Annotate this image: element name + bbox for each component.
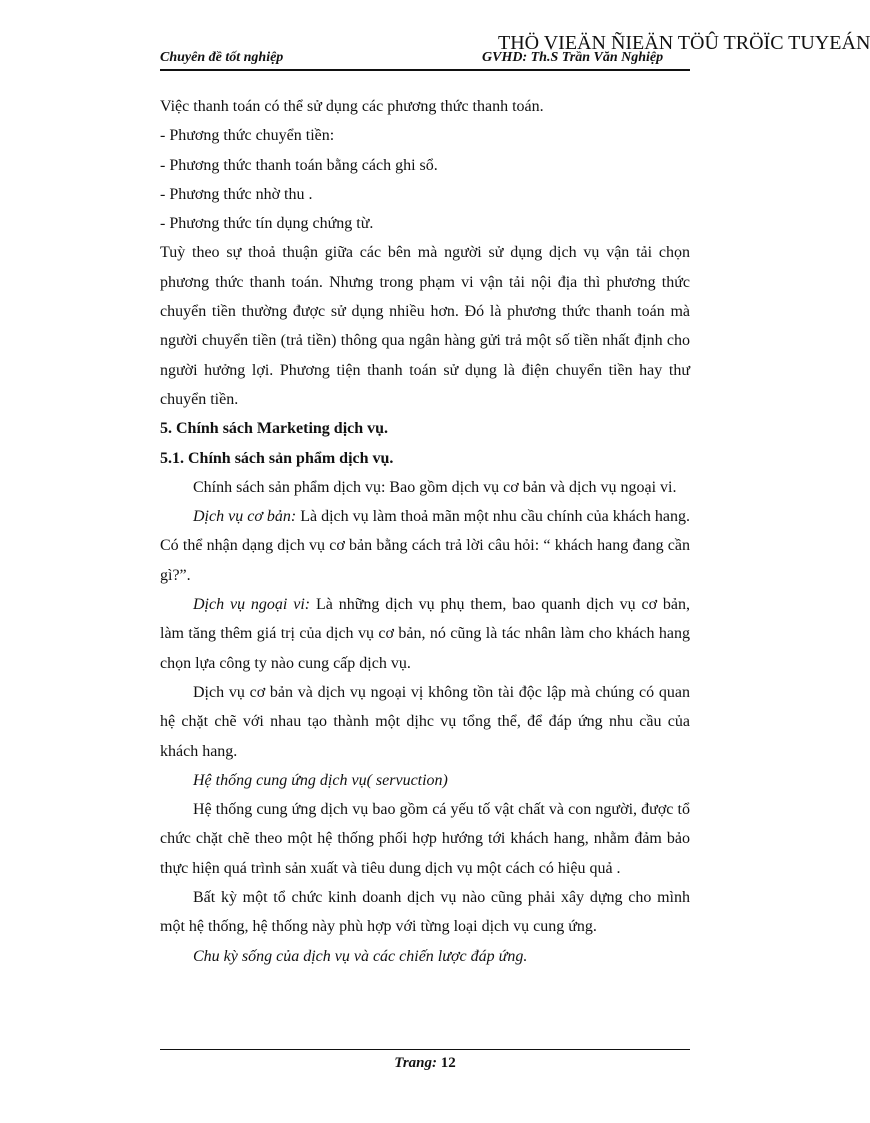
page-footer: [160, 1055, 690, 1072]
definition-term: Dịch vụ cơ bản:: [193, 508, 297, 526]
section-heading: 5. Chính sách Marketing dịch vụ.: [160, 420, 389, 438]
page-label: Trang:: [394, 1055, 438, 1071]
header-divider: [160, 69, 690, 71]
definition-term: Dịch vụ ngoại vi:: [193, 596, 311, 614]
body-paragraph: Dịch vụ cơ bản và dịch vụ ngoại vị không tồn tài độc lập mà chúng có quan hệ chặt chẽ với nhau tạo thành một dịhc vụ tổng thể, để đáp ứng nhu cầu của khách hang.: [160, 683, 690, 760]
list-item: - Phương thức thanh toán bằng cách ghi sổ.: [160, 156, 438, 174]
body-paragraph: Chính sách sản phẩm dịch vụ: Bao gồm dịch vụ cơ bản và dịch vụ ngoại vi.: [193, 478, 677, 496]
definition-text: Là dịch vụ làm thoả mãn một nhu cầu chính của khách hang. Có thể nhận dạng dịch vụ cơ bản bằng cách trả lời câu hỏi: “ khách hang đang cần gì?”.: [160, 508, 691, 584]
italic-subheading: Hệ thống cung ứng dịch vụ( servuction): [193, 771, 448, 789]
definition-text: Là những dịch vụ phụ them, bao quanh dịch vụ cơ bản, làm tăng thêm giá trị của dịch vụ cơ bản, nó cũng là tác nhân làm cho khách hang chọn lựa công ty nào cung cấp dịch vụ.: [160, 596, 690, 672]
body-paragraph: Hệ thống cung ứng dịch vụ bao gồm cá yếu tố vật chất và con người, được tổ chức chặt chẽ theo một hệ thống phối hợp hướng tới khách hang, nhằm đảm bảo thực hiện quá trình sản xuất và tiêu dung dịch vụ một cách có hiệu quả .: [160, 801, 690, 877]
watermark-text: THÖ VIEÄN ÑIEÄN TÖÛ TRÖÏC TUYEÁN: [498, 32, 870, 54]
footer-divider: [160, 1049, 690, 1050]
body-paragraph: Việc thanh toán có thể sử dụng các phương thức thanh toán.: [160, 98, 544, 115]
definition-paragraph: [160, 590, 690, 678]
list-item: - Phương thức tín dụng chứng từ.: [160, 215, 374, 233]
page-number: 12: [440, 1055, 456, 1071]
definition-paragraph: [160, 502, 690, 590]
header-document-type: Chuyên đề tốt nghiệp: [160, 50, 284, 65]
body-paragraph: Tuỳ theo sự thoả thuận giữa các bên mà người sử dụng dịch vụ vận tải chọn phương thức thanh toán. Nhưng trong phạm vi vận tải nội địa thì phương thức chuyển tiền thường được sử dụng nhiều hơn. Đó là phương thức thanh toán mà người chuyển tiền (trả tiền) thông qua ngân hàng gửi trả một số tiền nhất định cho người hưởng lợi. Phương tiện thanh toán sử dụng là điện chuyển tiền hay thư chuyển tiền.: [160, 244, 690, 408]
page-header: [160, 50, 690, 70]
list-item: - Phương thức nhờ thu .: [160, 185, 313, 203]
italic-subheading: Chu kỳ sống của dịch vụ và các chiến lược đáp ứng.: [193, 947, 528, 965]
list-item: - Phương thức chuyển tiền:: [160, 127, 335, 145]
header-advisor: GVHD: Th.S Trần Văn Nghiệp: [482, 50, 664, 65]
body-paragraph: Bất kỳ một tổ chức kinh doanh dịch vụ nào cũng phải xây dựng cho mình một hệ thống, hệ thống này phù hợp với từng loại dịch vụ cung ứng.: [160, 889, 690, 936]
page-body: [160, 92, 690, 971]
subsection-heading: 5.1. Chính sách sản phẩm dịch vụ.: [160, 449, 394, 467]
